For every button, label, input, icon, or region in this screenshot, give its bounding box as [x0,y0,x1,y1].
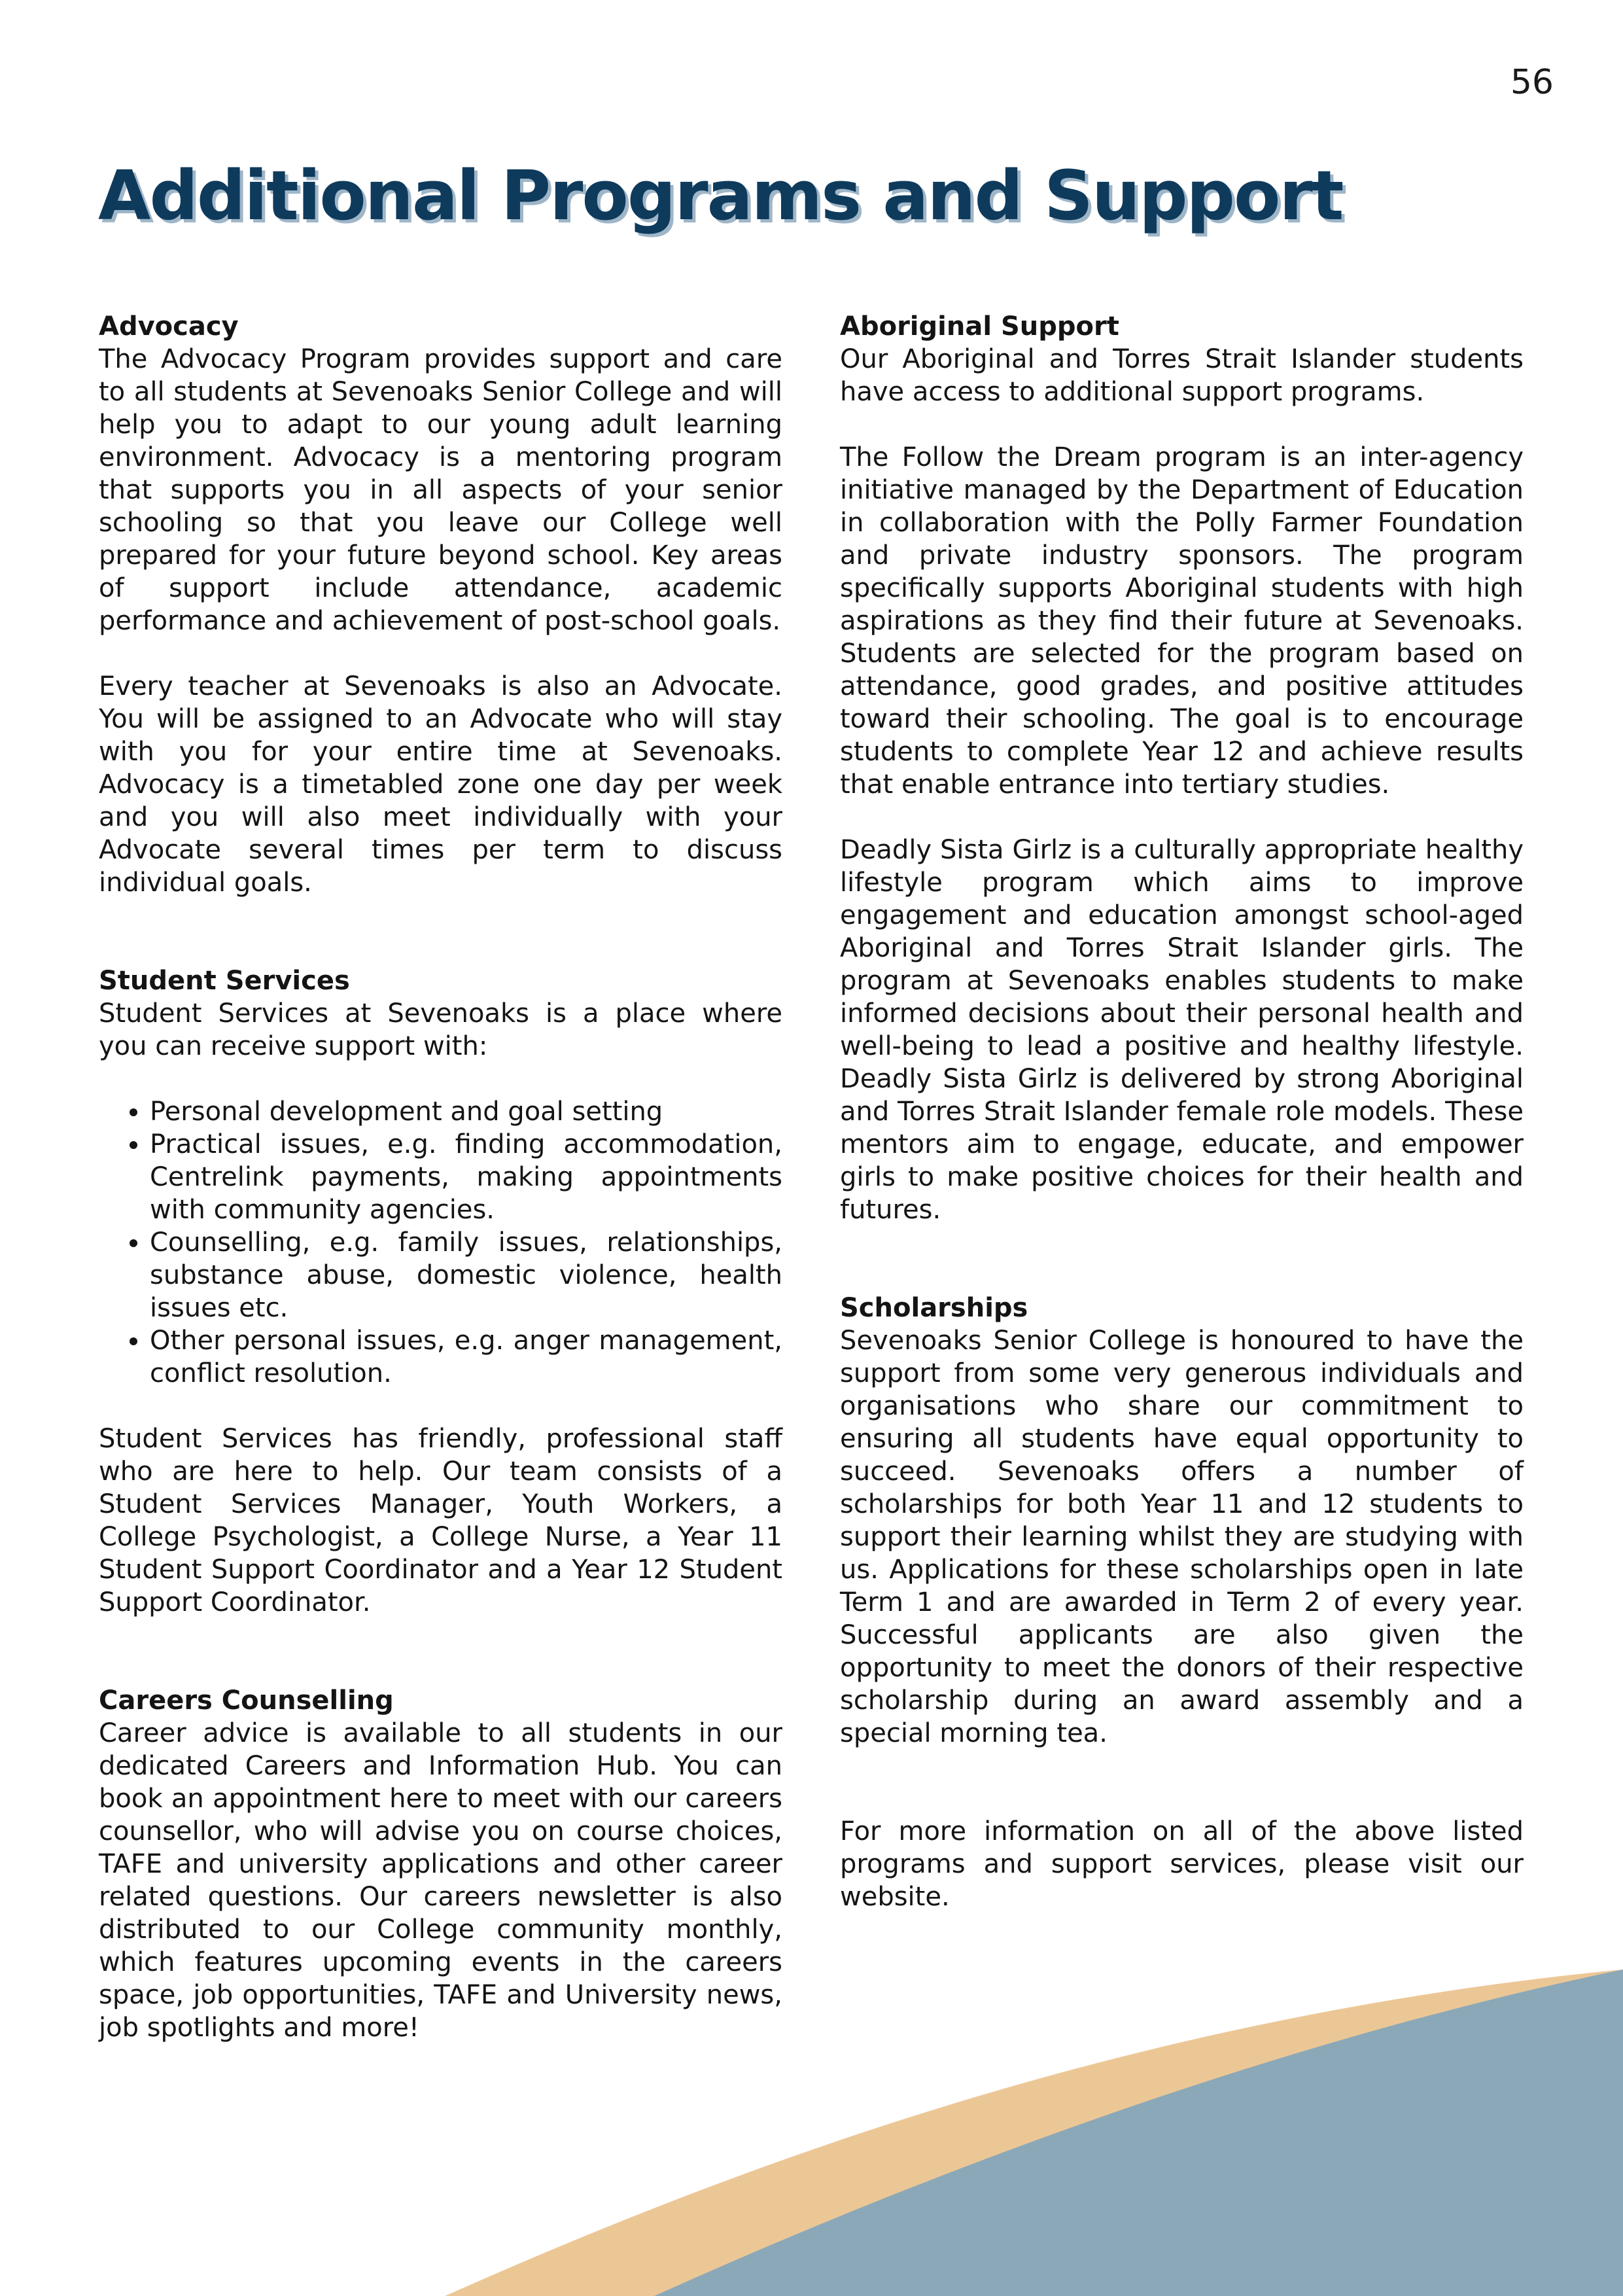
student-services-section [99,964,782,1619]
aboriginal-support-heading: Aboriginal Support [840,311,1119,342]
left-column [99,310,782,2044]
student-services-closing: Student Services has friendly, professional staff who are here to help. Our team consists of a Student Services Manager, Youth Workers, a College Psychologist, a College Nurse, a Year 11 Student Support Coordinator and a Year 12 Student Support Coordinator. [99,1424,782,1617]
scholarships-paragraph: Sevenoaks Senior College is honoured to have the support from some very generous individuals and organisations who share our commitment to ensuring all students have equal opportunity to succeed. Sevenoaks offers a number of scholarships for both Year 11 and 12 students to support their learning whilst they are studying with us. Applications for these scholarships open in late Term 1 and are awarded in Term 2 of every year. Successful applicants are also given the opportunity to meet the donors of their respective scholarship during an award assembly and a special morning tea. [840,1326,1524,1748]
careers-heading: Careers Counselling [99,1686,394,1716]
careers-paragraph: Career advice is available to all students in our dedicated Careers and Information Hub. You can book an appointment here to meet with our careers counsellor, who will advise you on course choices, TAFE and university applications and other career related questions. Our careers newsletter is also distributed to our College community monthly, which features upcoming events in the careers space, job opportunities, TAFE and University news, job spotlights and more! [99,1718,782,2043]
careers-section [99,1684,782,2044]
page-title: Additional Programs and Support [98,156,1343,236]
aboriginal-support-section [840,310,1524,1226]
aboriginal-paragraph-3: Deadly Sista Girlz is a culturally appropriate healthy lifestyle program which aims to improve engagement and education amongst school-aged Aboriginal and Torres Strait Islander girls. The program at Sevenoaks enables students to make informed decisions about their personal health and well-being to lead a positive and healthy lifestyle. Deadly Sista Girlz is delivered by strong Aboriginal and Torres Strait Islander female role models. These mentors aim to engage, educate, and empower girls to make positive choices for their health and futures. [840,835,1524,1225]
advocacy-heading: Advocacy [99,311,239,342]
list-item: • Practical issues, e.g. finding accommodation, Centrelink payments, making appointments with community agencies. [150,1128,782,1226]
student-services-heading: Student Services [99,966,350,996]
scholarships-heading: Scholarships [840,1293,1028,1323]
page-number: 56 [1510,63,1554,102]
student-services-list [99,1095,782,1390]
wave-blue-shape [654,1969,1623,2296]
list-item: • Counselling, e.g. family issues, relationships, substance abuse, domestic violence, health issues etc. [150,1226,782,1324]
list-item: • Other personal issues, e.g. anger management, conflict resolution. [150,1324,782,1390]
right-column [840,310,1524,1913]
aboriginal-paragraph-1: Our Aboriginal and Torres Strait Islander students have access to additional support programs. [840,344,1524,407]
advocacy-paragraph-1: The Advocacy Program provides support and care to all students at Sevenoaks Senior College and will help you to adapt to our young adult learning environment. Advocacy is a mentoring program that supports you in all aspects of your senior schooling so that you leave our College well prepared for your future beyond school. Key areas of support include attendance, academic performance and achievement of post-school goals. [99,344,782,636]
scholarships-section [840,1292,1524,1750]
student-services-intro: Student Services at Sevenoaks is a place where you can receive support with: [99,998,782,1061]
aboriginal-paragraph-2: The Follow the Dream program is an inter-agency initiative managed by the Department of Education in collaboration with the Polly Farmer Foundation and private industry sponsors. The program specifically supports Aboriginal students with high aspirations as they find their future at Sevenoaks. Students are selected for the program based on attendance, good grades, and positive attitudes toward their schooling. The goal is to encourage students to complete Year 12 and achieve results that enable entrance into tertiary studies. [840,442,1524,800]
advocacy-section [99,310,782,899]
closing-paragraph: For more information on all of the above listed programs and support services, please visit our website. [840,1816,1524,1912]
advocacy-paragraph-2: Every teacher at Sevenoaks is also an Advocate. You will be assigned to an Advocate who will stay with you for your entire time at Sevenoaks. Advocacy is a timetabled zone one day per week and you will also meet individually with your Advocate several times per term to discuss individual goals. [99,671,782,898]
list-item: • Personal development and goal setting [150,1095,782,1128]
